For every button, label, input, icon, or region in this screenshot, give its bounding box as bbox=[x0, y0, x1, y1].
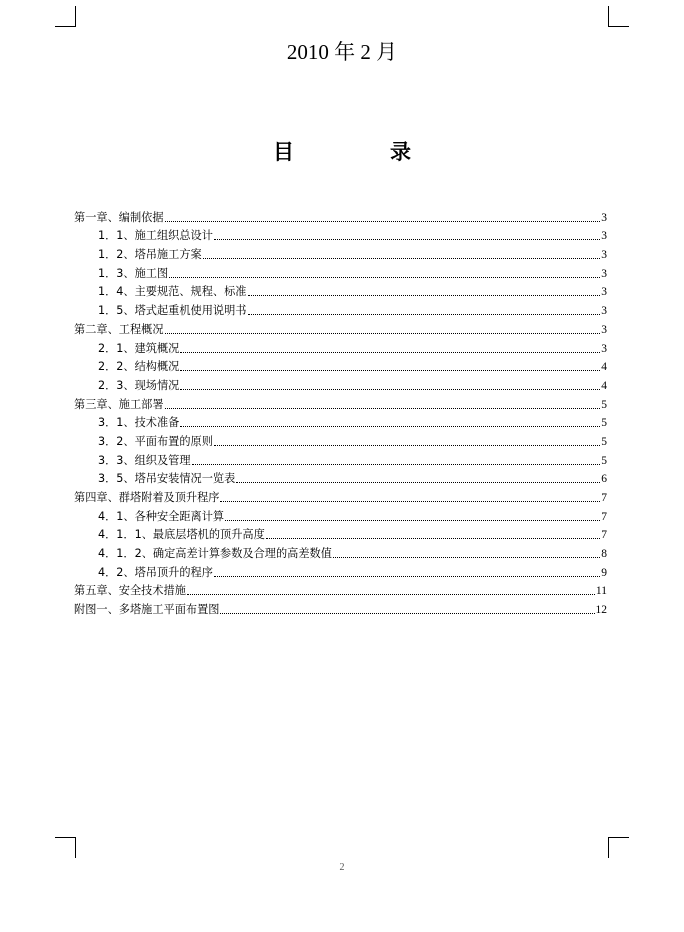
toc-entry-page: 8 bbox=[601, 548, 607, 561]
toc-entry[interactable] bbox=[74, 505, 607, 524]
toc-leader-dots bbox=[180, 425, 600, 427]
toc-entry-page: 4 bbox=[601, 361, 607, 374]
toc-entry[interactable] bbox=[74, 561, 607, 580]
toc-leader-dots bbox=[187, 593, 595, 595]
toc-entry[interactable] bbox=[74, 524, 607, 543]
toc-leader-dots bbox=[248, 294, 601, 296]
toc-entry[interactable] bbox=[74, 337, 607, 356]
toc-leader-dots bbox=[214, 444, 600, 446]
toc-entry-page: 5 bbox=[601, 417, 607, 430]
toc-title-char-2: 录 bbox=[390, 140, 411, 164]
toc-entry-page: 5 bbox=[601, 398, 607, 411]
toc-entry-page: 7 bbox=[601, 492, 607, 504]
toc-entry-page: 9 bbox=[601, 566, 607, 579]
toc-entry[interactable] bbox=[74, 486, 607, 505]
toc-entry-page: 11 bbox=[595, 585, 607, 598]
toc-leader-dots bbox=[165, 332, 601, 334]
toc-leader-dots bbox=[165, 220, 601, 222]
toc-leader-dots bbox=[236, 481, 600, 483]
toc-entry[interactable] bbox=[74, 468, 607, 487]
toc-leader-dots bbox=[220, 612, 594, 614]
toc-entry-page: 3 bbox=[601, 267, 607, 280]
crop-mark-top-right bbox=[608, 6, 629, 27]
toc-entry[interactable] bbox=[74, 356, 607, 375]
toc-entry-page: 7 bbox=[601, 510, 607, 523]
toc-leader-dots bbox=[225, 519, 600, 521]
toc-entry[interactable] bbox=[74, 430, 607, 449]
toc-entry[interactable] bbox=[74, 598, 607, 617]
toc-entry[interactable] bbox=[74, 412, 607, 431]
toc-entry-page: 7 bbox=[601, 529, 607, 542]
toc-leader-dots bbox=[248, 313, 601, 315]
toc-leader-dots bbox=[214, 575, 600, 577]
toc-entry[interactable] bbox=[74, 318, 607, 337]
toc-entry-page: 6 bbox=[601, 473, 607, 486]
toc-entry-text: 第一章、编制依据 bbox=[74, 210, 164, 224]
toc-entry-text: 2．1、建筑概况 bbox=[98, 341, 180, 355]
toc-entry-text: 3．2、平面布置的原则 bbox=[98, 434, 213, 448]
toc-entry-page: 3 bbox=[601, 211, 607, 224]
toc-entry-page: 3 bbox=[601, 230, 607, 243]
toc-entry-page: 5 bbox=[601, 454, 607, 467]
toc-entry-text: 4．2、塔吊顶升的程序 bbox=[98, 565, 213, 579]
toc-entry-text: 3．1、技术准备 bbox=[98, 416, 180, 430]
toc-entry[interactable] bbox=[74, 449, 607, 468]
toc-entry-text: 第二章、工程概况 bbox=[74, 322, 164, 336]
toc-entry-text: 第四章、群塔附着及顶升程序 bbox=[74, 491, 220, 504]
toc-entry-page: 3 bbox=[601, 305, 607, 318]
toc-title-char-1: 目 bbox=[273, 140, 294, 164]
toc-entry-text: 4．1．1、最底层塔机的顶升高度 bbox=[98, 528, 265, 542]
toc-entry-text: 3．3、组织及管理 bbox=[98, 453, 191, 467]
toc-entry[interactable] bbox=[74, 542, 607, 561]
toc-leader-dots bbox=[180, 388, 600, 390]
toc-leader-dots bbox=[203, 257, 601, 259]
toc-entry[interactable] bbox=[74, 243, 607, 262]
date-heading: 2010 年 2 月 bbox=[286, 40, 398, 64]
toc-entry[interactable] bbox=[74, 374, 607, 393]
toc-entry-page: 3 bbox=[601, 249, 607, 262]
toc-entry-text: 第三章、施工部署 bbox=[74, 397, 164, 411]
toc-leader-dots bbox=[214, 238, 600, 240]
toc-entry[interactable] bbox=[74, 281, 607, 300]
toc-leader-dots bbox=[266, 537, 600, 539]
toc-entry[interactable] bbox=[74, 262, 607, 281]
table-of-contents bbox=[74, 206, 607, 617]
toc-entry-text: 2．2、结构概况 bbox=[98, 360, 180, 374]
toc-entry[interactable] bbox=[74, 299, 607, 318]
toc-entry-text: 4．1．2、确定高差计算参数及合理的高差数值 bbox=[98, 547, 332, 561]
toc-entry-page: 3 bbox=[601, 323, 607, 336]
toc-entry-text: 1．2、塔吊施工方案 bbox=[98, 248, 202, 262]
toc-leader-dots bbox=[169, 276, 600, 278]
toc-leader-dots bbox=[192, 463, 601, 465]
toc-leader-dots bbox=[220, 500, 600, 502]
toc-entry[interactable] bbox=[74, 225, 607, 244]
toc-leader-dots bbox=[333, 556, 600, 558]
crop-mark-top-left bbox=[55, 6, 76, 27]
toc-entry-text: 2．3、现场情况 bbox=[98, 378, 180, 392]
toc-entry-text: 1．4、主要规范、规程、标准 bbox=[98, 285, 247, 299]
toc-entry[interactable] bbox=[74, 393, 607, 412]
toc-entry-page: 3 bbox=[601, 342, 607, 355]
toc-entry-text: 4．1、各种安全距离计算 bbox=[98, 509, 225, 523]
toc-entry-page: 5 bbox=[601, 435, 607, 448]
toc-entry-text: 附图一、多塔施工平面布置图 bbox=[74, 603, 220, 617]
crop-mark-bottom-left bbox=[55, 837, 76, 858]
toc-entry-page: 12 bbox=[595, 604, 607, 617]
toc-entry-text: 3．5、塔吊安装情况一览表 bbox=[98, 472, 236, 486]
toc-leader-dots bbox=[180, 351, 600, 353]
toc-entry[interactable] bbox=[74, 580, 607, 599]
page-number: 2 bbox=[339, 862, 345, 873]
toc-entry-page: 3 bbox=[601, 286, 607, 299]
toc-entry-text: 1．1、施工组织总设计 bbox=[98, 229, 213, 243]
toc-entry-page: 4 bbox=[601, 379, 607, 392]
toc-entry-text: 1．3、施工图 bbox=[98, 266, 169, 280]
toc-entry-text: 1．5、塔式起重机使用说明书 bbox=[98, 304, 247, 318]
toc-leader-dots bbox=[180, 369, 600, 371]
toc-entry[interactable] bbox=[74, 206, 607, 225]
toc-entry-text: 第五章、安全技术措施 bbox=[74, 584, 186, 598]
crop-mark-bottom-right bbox=[608, 837, 629, 858]
toc-leader-dots bbox=[165, 407, 601, 409]
